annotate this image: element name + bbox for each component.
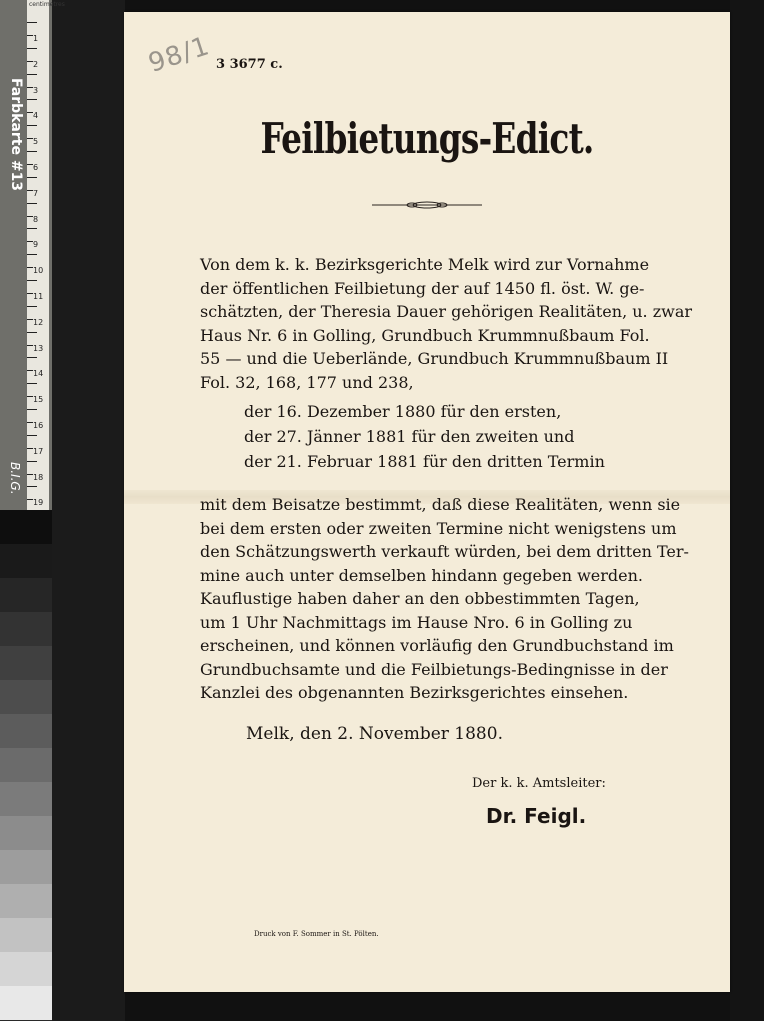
text-line: Fol. 32, 168, 177 und 238,: [200, 372, 414, 392]
ruler-number: 16: [33, 421, 44, 430]
ruler-number: 12: [33, 317, 44, 327]
edict-paper: [124, 12, 730, 992]
ruler-number: 17: [33, 446, 44, 456]
ruler-number: 19: [33, 498, 44, 508]
printer-imprint: Druck von F. Sommer in St. Pölten.: [254, 930, 379, 938]
gray-step: [0, 544, 52, 578]
ruler-number: 1: [33, 34, 39, 43]
text-line: Haus Nr. 6 in Golling, Grundbuch Krummnußbaum Fol.: [200, 325, 650, 345]
text-line: Von dem k. k. Bezirksgerichte Melk wird zur Vornahme: [200, 255, 650, 274]
ruler-number: 3: [33, 85, 39, 95]
ruler-number: 10: [33, 266, 44, 276]
ruler-number: 14: [33, 369, 44, 379]
ruler-tick: [27, 306, 37, 307]
ruler-tick: [27, 22, 37, 23]
ruler-number: 6: [33, 163, 39, 172]
signature-name: Dr. Feigl.: [486, 804, 587, 828]
text-line: der 16. Dezember 1880 für den ersten,: [244, 402, 562, 421]
gray-step: [0, 816, 52, 850]
ruler-tick: [27, 228, 37, 229]
closing-place-date: Melk, den 2. November 1880.: [246, 724, 503, 744]
ruler-number: 18: [33, 472, 44, 482]
text-line: der öffentlichen Feilbietung der auf 1450 fl. öst. W. ge-: [200, 278, 645, 298]
text-line: den Schätzungswerth verkauft würden, bei dem dritten Ter-: [200, 542, 689, 561]
text-line: 55 — und die Ueberlände, Grundbuch Krummnußbaum II: [200, 349, 669, 368]
ruler-tick: [27, 383, 37, 384]
ruler-tick: [27, 461, 37, 462]
ruler-tick: [27, 357, 37, 358]
gray-step: [0, 646, 52, 680]
ruler-tick: [27, 177, 37, 178]
ruler-number: 13: [33, 343, 44, 353]
ruler-number: 8: [33, 214, 39, 224]
ruler-tick: [27, 99, 37, 100]
gray-step: [0, 612, 52, 646]
signature-label: Der k. k. Amtsleiter:: [472, 776, 606, 791]
ruler-tick: [27, 48, 37, 49]
card-brand: B.I.G.: [8, 462, 22, 495]
gray-step: [0, 986, 52, 1020]
ruler-tick: [27, 74, 37, 75]
ruler-tick: [27, 203, 37, 204]
gray-step: [0, 680, 52, 714]
ruler-number: 9: [33, 240, 39, 250]
ruler-number: 15: [33, 395, 44, 405]
text-line: Grundbuchsamte und die Feilbietungs-Bedingnisse in der: [200, 659, 668, 679]
card-title: Farbkarte #13: [8, 78, 24, 192]
ruler-number: 4: [33, 111, 39, 121]
text-line: mine auch unter demselben hindann gegeben werden.: [200, 565, 644, 585]
text-line: Kauflustige haben daher an den obbestimmten Tagen,: [200, 589, 640, 608]
text-line: bei dem ersten oder zweiten Termine nicht wenigstens um: [200, 518, 677, 538]
text-line: um 1 Uhr Nachmittags im Hause Nro. 6 in Golling zu: [200, 612, 633, 632]
ruler-tick: [27, 332, 37, 333]
gray-step: [0, 952, 52, 986]
text-line: der 27. Jänner 1881 für den zweiten und: [244, 427, 575, 446]
text-line: schätzten, der Theresia Dauer gehörigen Realitäten, u. zwar: [200, 302, 693, 321]
ruler-number: 11: [33, 292, 44, 301]
ruler-number: 5: [33, 137, 39, 147]
ruler-tick: [27, 125, 37, 126]
text-line: der 21. Februar 1881 für den dritten Termin: [244, 452, 605, 471]
gray-step: [0, 884, 52, 918]
gray-step: [0, 510, 52, 544]
ruler-tick: [27, 254, 37, 255]
document-title: Feilbietungs-Edict.: [260, 114, 594, 163]
ruler: [0, 0, 65, 510]
text-line: erscheinen, und können vorläufig den Grundbuchstand im: [200, 636, 674, 655]
color-card: [0, 0, 65, 1021]
ruler-tick: [27, 486, 37, 487]
ruler-tick: [27, 435, 37, 436]
ruler-unit: centimetres: [29, 1, 65, 8]
background-right: [730, 0, 764, 1021]
gray-step: [0, 714, 52, 748]
ruler-number: 7: [33, 188, 39, 198]
gray-step: [0, 748, 52, 782]
gray-step: [0, 578, 52, 612]
ruler-tick: [27, 280, 37, 281]
gray-step: [0, 850, 52, 884]
reference-number: 3 3677 c.: [216, 57, 283, 72]
ornament-divider: [372, 200, 482, 210]
gray-step: [0, 918, 52, 952]
ruler-number: 2: [33, 59, 39, 69]
text-line: mit dem Beisatze bestimmt, daß diese Realitäten, wenn sie: [200, 495, 681, 514]
pencil-note: 98/1: [144, 31, 214, 79]
ruler-tick: [27, 151, 37, 152]
text-line: Kanzlei des obgenannten Bezirksgerichtes einsehen.: [200, 683, 629, 702]
ruler-tick: [27, 409, 37, 410]
gray-step: [0, 782, 52, 816]
